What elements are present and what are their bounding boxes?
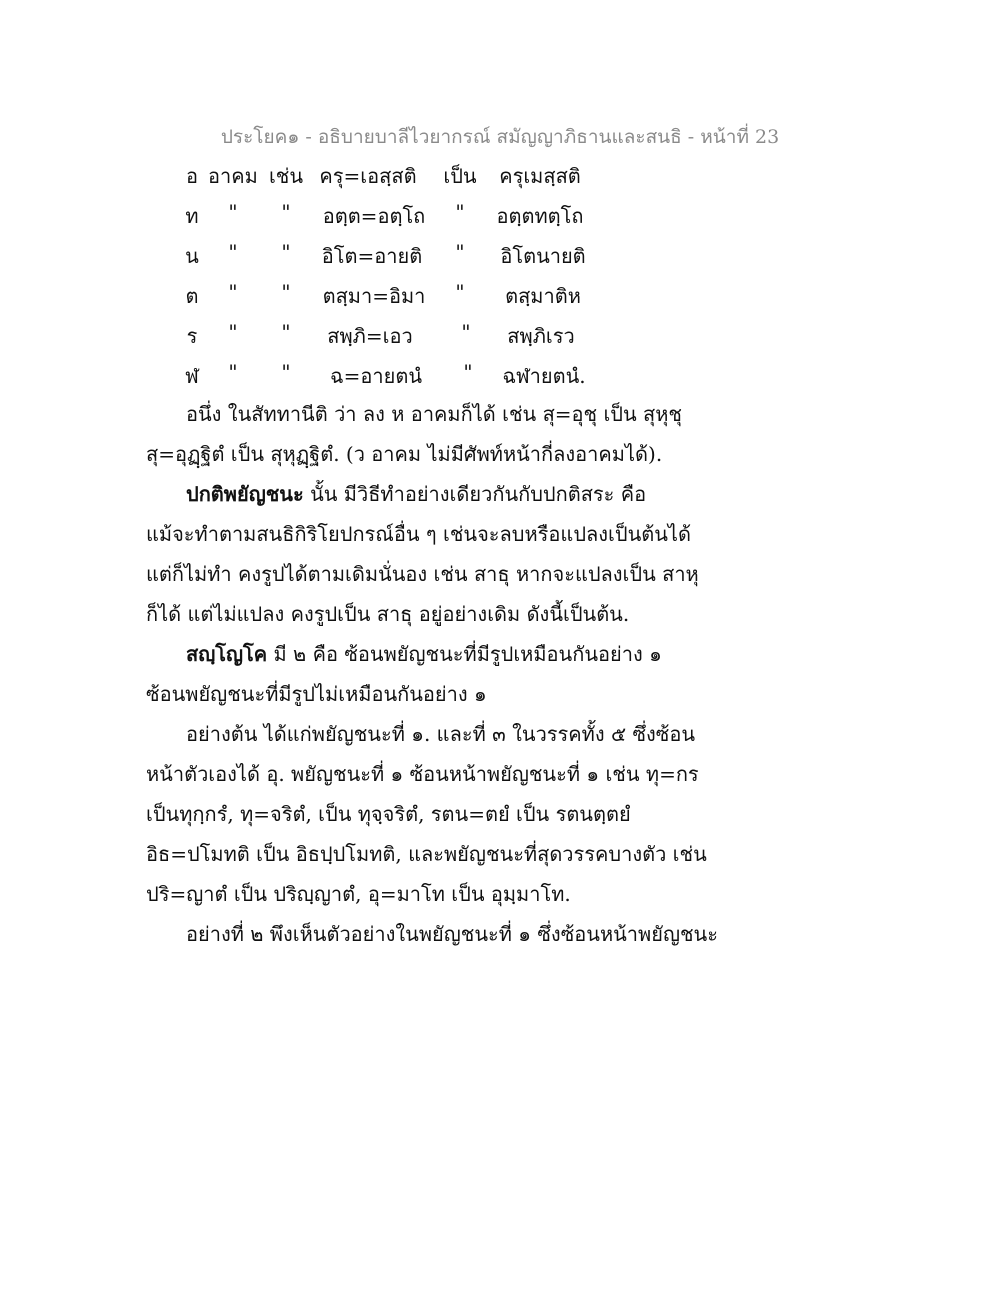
row-connector: " (461, 320, 471, 344)
row-label: " (228, 360, 238, 384)
table-row (0, 200, 1000, 236)
row-letter: น (185, 244, 199, 268)
term-bold: ปกติพยัญชนะ (186, 482, 304, 506)
row-connector: " (463, 360, 473, 384)
row-letter: ต (185, 284, 199, 308)
row-label: " (228, 280, 238, 304)
table-row (0, 320, 1000, 356)
row-source: ฉ=อายตนํ (329, 364, 423, 388)
row-result: อตฺตทตฺโถ (496, 204, 584, 228)
table-row (0, 280, 1000, 316)
row-connector: " (455, 240, 465, 264)
row-label: " (228, 240, 238, 264)
paragraph-line: อนึ่ง ในสัททานีติ ว่า ลง ห อาคมก็ได้ เช่น สุ=อุชุ เป็น สุหุชุ (186, 402, 682, 426)
paragraph-line: เป็นทุกฺกรํ, ทุ=จริตํ, เป็น ทุจฺจริตํ, รตน=ตยํ เป็น รตนตฺตยํ (146, 802, 631, 826)
paragraph-text: นั้น มีวิธีทำอย่างเดียวกันกับปกติสระ คือ (303, 482, 647, 506)
row-source: อตฺต=อตฺโถ (322, 204, 426, 228)
paragraph-line: ซ้อนพยัญชนะที่มีรูปไม่เหมือนกันอย่าง ๑ (146, 682, 487, 706)
row-label: อาคม (208, 164, 258, 188)
paragraph-line (186, 476, 646, 512)
table-row (0, 160, 1000, 196)
paragraph-line: อย่างต้น ได้แก่พยัญชนะที่ ๑. และที่ ๓ ในวรรคทั้ง ๕ ซึ่งซ้อน (186, 722, 696, 746)
row-label: " (228, 200, 238, 224)
row-example-word: เช่น (268, 164, 304, 188)
row-source: อิโต=อายติ (321, 244, 423, 268)
row-connector: " (455, 200, 465, 224)
row-label: " (228, 320, 238, 344)
row-connector: " (455, 280, 465, 304)
paragraph-line: สุ=อุฏฺฐิตํ เป็น สุหุฏฺฐิตํ. (ว อาคม ไม่มีศัพท์หน้ากี่ลงอาคมได้). (146, 442, 663, 466)
row-source: ครุ=เอสฺสติ (319, 164, 417, 188)
row-result: สพฺภิเรว (507, 324, 575, 348)
row-letter: อ (185, 164, 199, 188)
row-result: ตสฺมาติห (505, 284, 581, 308)
row-letter: ร (186, 324, 198, 348)
paragraph-line: แต่ก็ไม่ทำ คงรูปได้ตามเดิมนั่นอง เช่น สาธุ หากจะแปลงเป็น สาหุ (146, 562, 699, 586)
row-result: อิโตนายติ (500, 244, 586, 268)
row-result: ฉฬายตนํ. (502, 364, 586, 388)
row-example-word: " (281, 240, 291, 264)
row-example-word: " (281, 200, 291, 224)
table-row (0, 360, 1000, 396)
term-bold: สญฺโญโค (186, 642, 268, 666)
row-example-word: " (281, 280, 291, 304)
page-header: ประโยค๑ - อธิบายบาลีไวยากรณ์ สมัญญาภิธานและสนธิ - หน้าที่ 23 (220, 126, 780, 148)
row-example-word: " (281, 320, 291, 344)
table-row (0, 240, 1000, 276)
row-source: ตสฺมา=อิมา (322, 284, 426, 308)
paragraph-text: มี ๒ คือ ซ้อนพยัญชนะที่มีรูปเหมือนกันอย่าง ๑ (267, 642, 662, 666)
paragraph-line: อย่างที่ ๒ พึงเห็นตัวอย่างในพยัญชนะที่ ๑ ซึ่งซ้อนหน้าพยัญชนะ (186, 922, 718, 946)
row-connector: เป็น (443, 164, 477, 188)
paragraph-line: อิธ=ปโมทติ เป็น อิธปฺปโมทติ, และพยัญชนะที่สุดวรรคบางตัว เช่น (146, 842, 707, 866)
row-source: สพฺภิ=เอว (327, 324, 413, 348)
row-example-word: " (281, 360, 291, 384)
row-result: ครุเมสฺสติ (499, 164, 581, 188)
paragraph-line (186, 636, 662, 672)
paragraph-line: หน้าตัวเองได้ อุ. พยัญชนะที่ ๑ ซ้อนหน้าพยัญชนะที่ ๑ เช่น ทุ=กร (146, 762, 699, 786)
row-letter: ฬ (185, 364, 199, 388)
row-letter: ท (185, 204, 199, 228)
paragraph-line: ปริ=ญาตํ เป็น ปริญฺญาตํ, อุ=มาโท เป็น อุมฺมาโท. (146, 882, 571, 906)
paragraph-line: แม้จะทำตามสนธิกิริโยปกรณ์อื่น ๆ เช่นจะลบหรือแปลงเป็นต้นได้ (146, 522, 691, 546)
paragraph-line: ก็ได้ แต่ไม่แปลง คงรูปเป็น สาธุ อยู่อย่างเดิม ดังนี้เป็นต้น. (146, 602, 630, 626)
